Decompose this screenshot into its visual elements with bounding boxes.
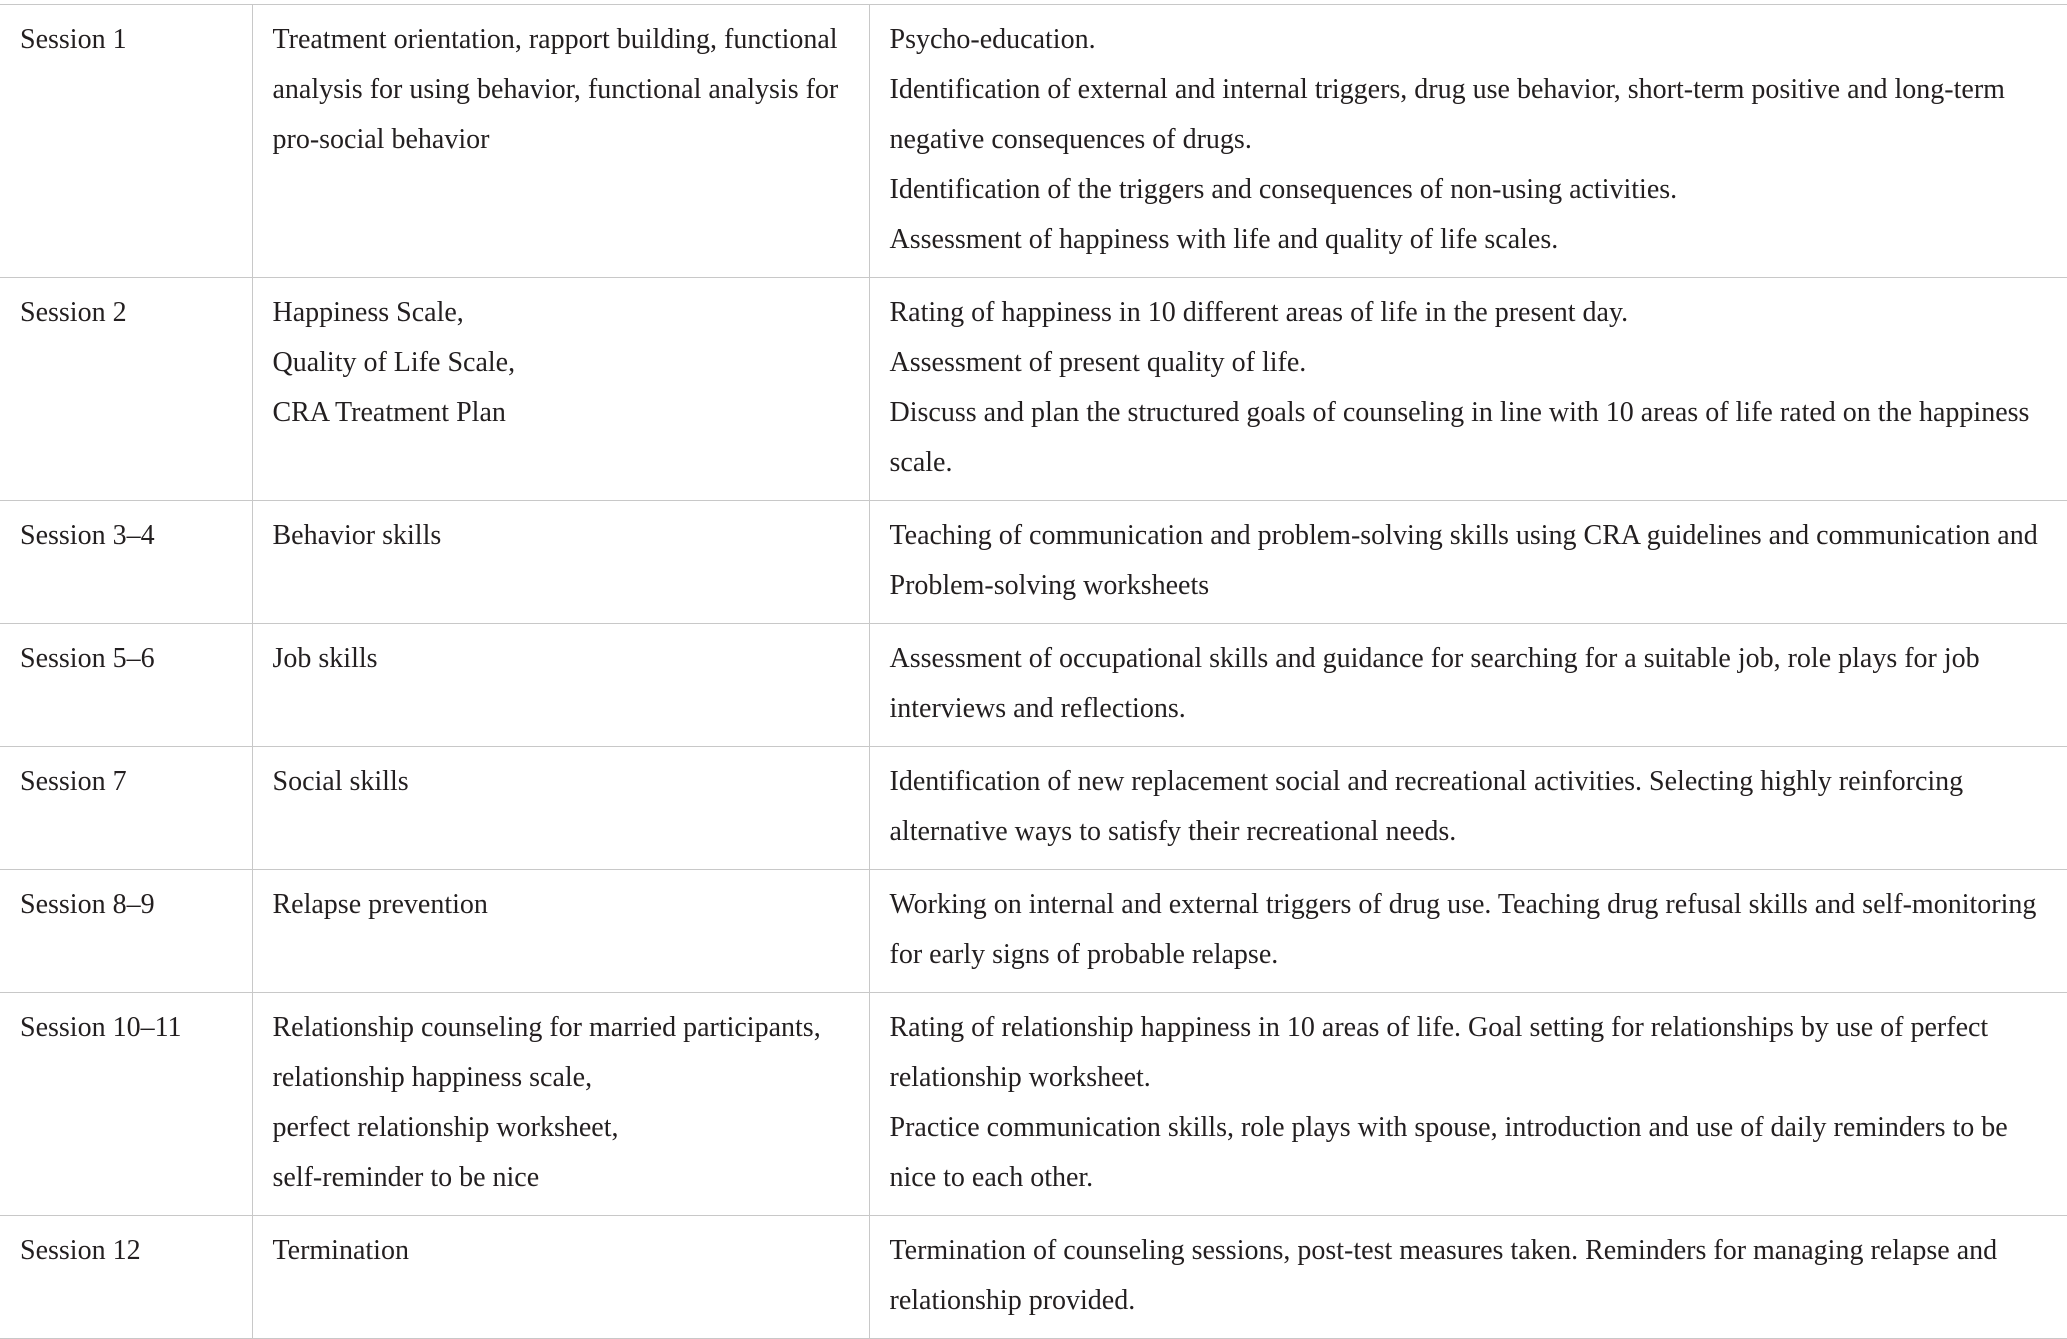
activity-line: Identification of external and internal triggers, drug use behavior, short-term positive and long-term negative consequences of drugs. (889, 74, 2005, 155)
topic-line: Termination (272, 1235, 409, 1266)
topic-line: CRA Treatment Plan (272, 397, 506, 428)
activities-cell (869, 5, 2067, 278)
activity-line: Rating of relationship happiness in 10 areas of life. Goal setting for relationships by use of perfect relationship worksheet. (889, 1012, 1989, 1093)
activity-line: Assessment of happiness with life and quality of life scales. (889, 224, 1559, 255)
topic-line: Relationship counseling for married participants, (272, 1012, 821, 1043)
activity-line: Identification of the triggers and consequences of non-using activities. (889, 174, 1678, 205)
topic-cell (252, 278, 869, 501)
activity-line: Teaching of communication and problem-solving skills using CRA guidelines and communication and Problem-solving worksheets (889, 520, 2038, 601)
topic-cell (252, 624, 869, 747)
table-row (0, 870, 2067, 993)
activity-line: Rating of happiness in 10 different areas of life in the present day. (889, 297, 1629, 328)
activity-line: Assessment of occupational skills and guidance for searching for a suitable job, role plays for job interviews and reflections. (889, 643, 1980, 724)
session-cell: Session 3–4 (0, 501, 252, 624)
session-table-container (0, 4, 2067, 1339)
table-row (0, 501, 2067, 624)
session-cell: Session 8–9 (0, 870, 252, 993)
activity-line: Psycho-education. (889, 24, 1096, 55)
topic-line: Job skills (272, 643, 378, 674)
topic-line: relationship happiness scale, (272, 1062, 593, 1093)
topic-line: Social skills (272, 766, 409, 797)
topic-line: Relapse prevention (272, 889, 488, 920)
session-cell: Session 1 (0, 5, 252, 278)
activities-cell (869, 747, 2067, 870)
table-row (0, 624, 2067, 747)
topic-cell (252, 501, 869, 624)
topic-cell (252, 870, 869, 993)
table-row (0, 747, 2067, 870)
activities-cell (869, 278, 2067, 501)
activity-line: Discuss and plan the structured goals of counseling in line with 10 areas of life rated on the happiness scale. (889, 397, 2030, 478)
session-cell: Session 2 (0, 278, 252, 501)
table-row (0, 278, 2067, 501)
topic-line: perfect relationship worksheet, (272, 1112, 619, 1143)
session-table (0, 4, 2067, 1339)
table-row (0, 5, 2067, 278)
topic-line: Behavior skills (272, 520, 442, 551)
activity-line: Practice communication skills, role plays with spouse, introduction and use of daily reminders to be nice to each other. (889, 1112, 2008, 1193)
session-table-body (0, 5, 2067, 1339)
session-cell: Session 10–11 (0, 993, 252, 1216)
topic-line: Treatment orientation, rapport building, functional analysis for using behavior, functional analysis for pro-social behavior (272, 24, 839, 155)
topic-cell (252, 5, 869, 278)
topic-cell (252, 747, 869, 870)
topic-line: self-reminder to be nice (272, 1162, 540, 1193)
activities-cell (869, 624, 2067, 747)
topic-cell (252, 993, 869, 1216)
activities-cell (869, 993, 2067, 1216)
topic-line: Happiness Scale, (272, 297, 464, 328)
session-cell: Session 12 (0, 1216, 252, 1339)
topic-cell (252, 1216, 869, 1339)
table-row (0, 1216, 2067, 1339)
activity-line: Working on internal and external triggers of drug use. Teaching drug refusal skills and self-monitoring for early signs of probable relapse. (889, 889, 2037, 970)
activities-cell (869, 501, 2067, 624)
table-row (0, 993, 2067, 1216)
activities-cell (869, 1216, 2067, 1339)
activity-line: Identification of new replacement social and recreational activities. Selecting highly reinforcing alternative ways to satisfy their recreational needs. (889, 766, 1964, 847)
activity-line: Termination of counseling sessions, post-test measures taken. Reminders for managing relapse and relationship provided. (889, 1235, 1998, 1316)
topic-line: Quality of Life Scale, (272, 347, 516, 378)
activity-line: Assessment of present quality of life. (889, 347, 1307, 378)
activities-cell (869, 870, 2067, 993)
session-cell: Session 5–6 (0, 624, 252, 747)
session-cell: Session 7 (0, 747, 252, 870)
